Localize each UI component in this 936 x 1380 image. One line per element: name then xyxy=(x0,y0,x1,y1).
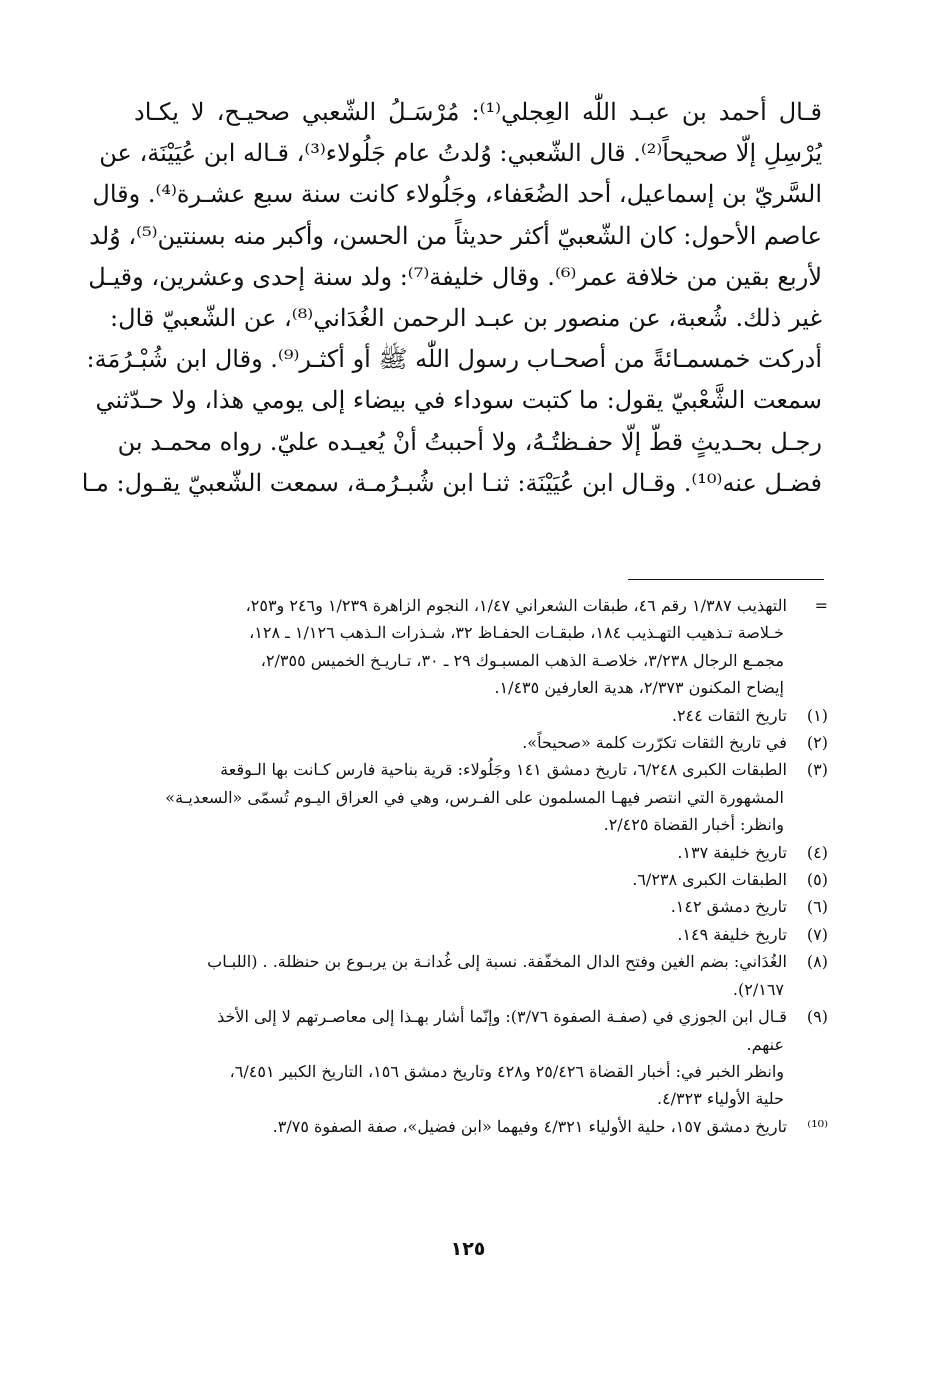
footnote xyxy=(128,702,828,729)
main-text-line: فضـل عنه⁽¹⁰⁾. وقـال ابن عُيَيْنَة: ثنـا ابن شُبـرُمـة، سمعت الشّعبيّ يقـول: مـا xyxy=(81,468,822,497)
footnote-text: إيضاح المكنون ٢/٣٧٣، هدية العارفين ١/٤٣٥. xyxy=(494,678,784,698)
footnote-line xyxy=(128,921,828,948)
footnote xyxy=(128,756,828,838)
footnote-line xyxy=(128,839,828,866)
footnote-text: خـلاصة تـذهيب التهـذيب ١٨٤، طبقـات الحفـاظ ٣٢، شـذرات الـذهب ١/١٢٦ ـ ١٢٨، xyxy=(249,623,784,643)
footnotes-section xyxy=(128,592,828,1140)
main-text-line: قـال أحمد بن عبـد اللّٰه العِجلي⁽¹⁾: مُرْسَـلُ الشّعبي صحيـح، لا يكـاد xyxy=(134,98,822,126)
footnote-line xyxy=(128,1085,828,1112)
footnote-number: (١) xyxy=(806,705,828,725)
main-text-line: عاصم الأحول: كان الشّعبيّ أكثر حديثاً من الحسن، وأكبر منه بسنتين⁽⁵⁾، وُلد xyxy=(89,221,822,250)
footnote xyxy=(128,1003,828,1113)
footnote-number: = xyxy=(814,596,828,615)
footnote-text: تاريخ الثقات ٢٤٤. xyxy=(671,705,787,725)
main-text-line: لأربع بقين من خلافة عمر⁽⁶⁾. وقال خليفة⁽⁷⁾: ولد سنة إحدى وعشرين، وقيـل xyxy=(88,262,822,291)
footnote-line xyxy=(128,948,828,975)
footnote-text: حلية الأولياء ٤/٣٢٣. xyxy=(656,1089,784,1109)
page-number: ١٢٥ xyxy=(450,1238,486,1260)
footnote xyxy=(128,893,828,920)
footnote-line xyxy=(128,619,828,646)
footnote xyxy=(128,866,828,893)
footnote-line xyxy=(128,1058,828,1085)
footnote-text: تاريخ دمشق ١٤٢. xyxy=(670,897,787,917)
footnote-text: في تاريخ الثقات تكرّرت كلمة «صحيحاً». xyxy=(522,733,787,753)
footnote-line xyxy=(128,702,828,729)
footnote xyxy=(128,592,828,702)
footnote xyxy=(128,921,828,948)
footnote-text: مجمـع الرجال ٣/٢٣٨، خلاصـة الذهب المسبـوك ٢٩ ـ ٣٠، تـاريـخ الخميس ٢/٣٥٥، xyxy=(260,650,784,670)
footnote-line xyxy=(128,1003,828,1030)
footnote-text: ٢/١٦٧). xyxy=(732,979,784,999)
footnote-text: تاريخ خليفة ١٣٧. xyxy=(677,842,787,862)
footnote-line xyxy=(128,976,828,1003)
main-text-line: أدركت خمسمـائةً من أصحـاب رسول اللّٰه ﷺ أو أكثـر⁽⁹⁾. وقال ابن شُبْـرُمَة: xyxy=(86,345,822,374)
footnote-text: الغُدَاني: بضم الغين وفتح الدال المخفّفة. نسبة إلى غُدانـة بن يربـوع بن حنظلة. . (اللبـاب xyxy=(207,952,787,972)
footnote-number: (٢) xyxy=(806,733,828,753)
footnote-separator xyxy=(628,579,824,580)
footnote-line xyxy=(128,647,828,674)
main-text-line: رجـل بحـديثٍ قطّ إلّا حفـظتُـهُ، ولا أحببتُ أنْ يُعيـده عليّ. رواه محمـد بن xyxy=(117,427,822,456)
footnote-number: (٩) xyxy=(806,1007,828,1027)
footnote-number: (٦) xyxy=(806,897,828,917)
footnote-text: وانظر: أخبار القضاة ٢/٤٢٥. xyxy=(603,815,784,835)
footnote-line xyxy=(128,756,828,783)
footnote-line xyxy=(128,1031,828,1058)
footnote-text: وانظر الخبر في: أخبار القضاة ٢٥/٤٢٦ و٤٢٨ وتاريخ دمشق ١٥٦، التاريخ الكبير ٦/٤٥١، xyxy=(229,1061,784,1081)
main-text-line: سمعت الشَّعْبيّ يقول: ما كتبت سوداء في بيضاء إلى يومي هذا، ولا حـدّثني xyxy=(95,386,822,415)
footnote-line xyxy=(128,592,828,619)
footnote-line xyxy=(128,674,828,701)
main-text-line: يُرْسِلِ إلّا صحيحاً⁽²⁾. قال الشّعبي: وُلدتُ عام جَلُولاء⁽³⁾، قـاله ابن عُيَيْنَة، عن xyxy=(99,139,822,168)
footnote-text: تاريخ دمشق ١٥٧، حلية الأولياء ٤/٣٢١ وفيهما «ابن فضيل»، صفة الصفوة ٣/٧٥. xyxy=(272,1116,787,1136)
main-text-line: السَّريّ بن إسماعيل، أحد الضُعَفاء، وجَلُولاء كانت سنة سبع عشـرة⁽⁴⁾. وقال xyxy=(92,180,822,209)
footnote-text: عنهم. xyxy=(746,1034,784,1054)
footnote xyxy=(128,839,828,866)
footnote-text: الطبقات الكبرى ٦/٢٣٨. xyxy=(632,870,787,890)
footnote-text: التهذيب ١/٣٨٧ رقم ٤٦، طبقات الشعراني ١/٤٧، النجوم الزاهرة ١/٢٣٩ و٢٤٦ و٢٥٣، xyxy=(245,596,787,615)
footnote-text: الطبقات الكبرى ٦/٢٤٨، تاريخ دمشق ١٤١ وجَلُولاء: قرية بناحية فارس كـانت بها الـوقعة xyxy=(220,760,787,780)
footnote-line xyxy=(128,866,828,893)
footnote-text: المشهورة التي انتصر فيهـا المسلمون على الفـرس، وهي في العراق اليـوم تُسمّى «السعديـة» xyxy=(165,787,784,807)
footnote-number: (٧) xyxy=(806,924,828,944)
footnote xyxy=(128,729,828,756)
main-text-line: غير ذلك. شُعبة، عن منصور بن عبـد الرحمن الغُدَاني⁽⁸⁾، عن الشّعبيّ قال: xyxy=(110,304,822,333)
footnote-line xyxy=(128,1113,828,1140)
footnote-number: (٤) xyxy=(806,842,828,862)
footnote-number: (٣) xyxy=(806,760,828,780)
footnote-number: (٨) xyxy=(806,952,828,972)
footnote xyxy=(128,1113,828,1140)
footnote-line xyxy=(128,893,828,920)
footnote-line xyxy=(128,729,828,756)
footnote-number: (٥) xyxy=(806,870,828,890)
footnote-line xyxy=(128,784,828,811)
footnote xyxy=(128,948,828,1003)
footnote-text: تاريخ خليفة ١٤٩. xyxy=(677,924,787,944)
footnote-text: قـال ابن الجوزي في (صفـة الصفوة ٣/٧٦): وإنّما أشار بهـذا إلى معاصـرتهم لا إلى الأخذ xyxy=(217,1007,787,1027)
footnote-line xyxy=(128,811,828,838)
footnote-number: ⁽¹⁰⁾ xyxy=(807,1116,828,1136)
main-paragraph xyxy=(81,92,822,504)
